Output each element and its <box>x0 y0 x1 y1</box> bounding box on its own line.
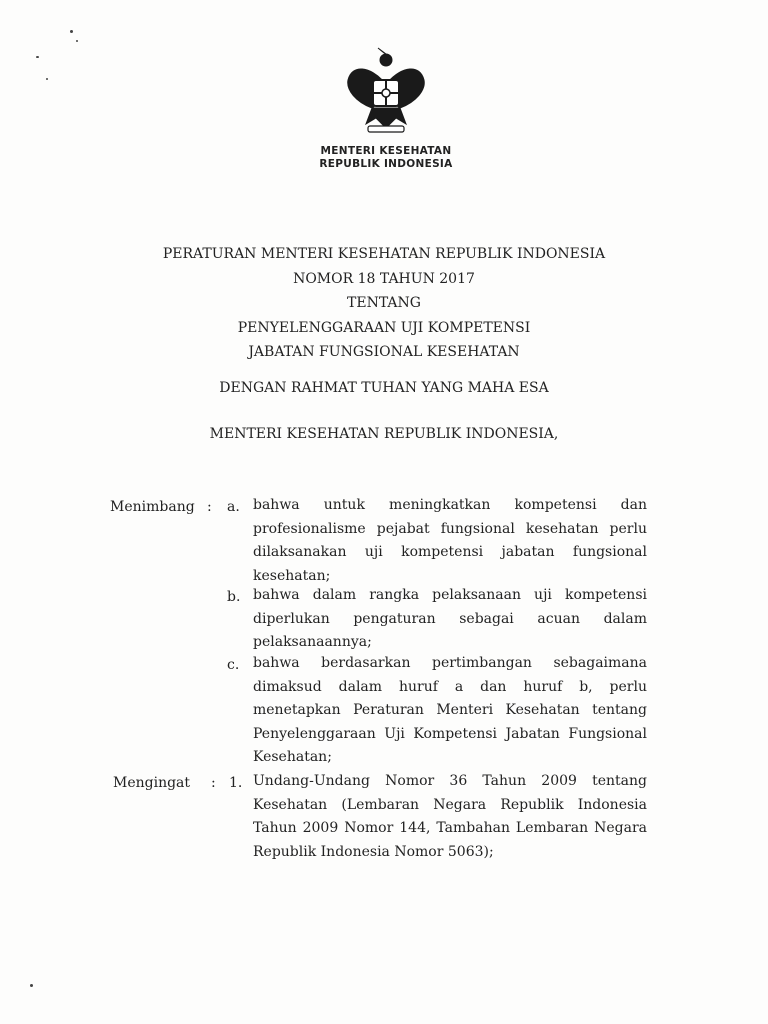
scan-speck <box>76 40 78 42</box>
title-line-3: TENTANG <box>347 295 421 311</box>
title-line-4: PENYELENGGARAAN UJI KOMPETENSI <box>237 319 531 336</box>
mengingat-label: Mengingat <box>113 775 191 791</box>
menimbang-label: Menimbang <box>110 499 195 515</box>
scan-speck <box>36 56 39 58</box>
invocation: DENGAN RAHMAT TUHAN YANG MAHA ESA <box>219 380 549 396</box>
title-line-5: JABATAN FUNGSIONAL KESEHATAN <box>248 344 520 360</box>
mengingat-item-1: Undang-Undang Nomor 36 Tahun 2009 tentang Kesehatan (Lembaran Negara Republik Indonesia Tahun 2009 Nomor 144, Tambahan Lembaran Negara Republik Indonesia Nomor 5063); <box>253 773 647 860</box>
mengingat-colon: : <box>211 775 216 791</box>
title-line-2: NOMOR 18 TAHUN 2017 <box>293 270 475 287</box>
office-line-1: MENTERI KESEHATAN <box>320 145 452 157</box>
menimbang-colon: : <box>207 499 212 515</box>
title-line-1: PERATURAN MENTERI KESEHATAN REPUBLIK INDONESIA <box>162 246 606 262</box>
menimbang-item-c: bahwa berdasarkan pertimbangan sebagaimana dimaksud dalam huruf a dan huruf b, perlu menetapkan Peraturan Menteri Kesehatan tentang Penyelenggaraan Uji Kompetensi Jabatan Fungsional Kesehatan; <box>253 655 647 766</box>
scan-speck <box>70 30 73 33</box>
menimbang-item-a: bahwa untuk meningkatkan kompetensi dan profesionalisme pejabat fungsional kesehatan perlu dilaksanakan uji kompetensi jabatan fungsional kesehatan; <box>253 497 647 584</box>
regulation-title <box>0 242 768 365</box>
garuda-emblem <box>340 44 432 136</box>
scan-speck <box>46 78 48 80</box>
minister-heading: MENTERI KESEHATAN REPUBLIK INDONESIA, <box>209 426 559 442</box>
menimbang-marker-b: b. <box>227 589 241 605</box>
office-name <box>0 145 768 171</box>
office-line-2: REPUBLIK INDONESIA <box>319 158 453 170</box>
menimbang-marker-c: c. <box>227 657 240 673</box>
menimbang-item-b: bahwa dalam rangka pelaksanaan uji kompetensi diperlukan pengaturan sebagai acuan dalam pelaksanaannya; <box>253 587 647 651</box>
scan-speck <box>30 984 33 987</box>
menimbang-marker-a: a. <box>227 499 240 515</box>
mengingat-marker-1: 1. <box>229 775 243 791</box>
